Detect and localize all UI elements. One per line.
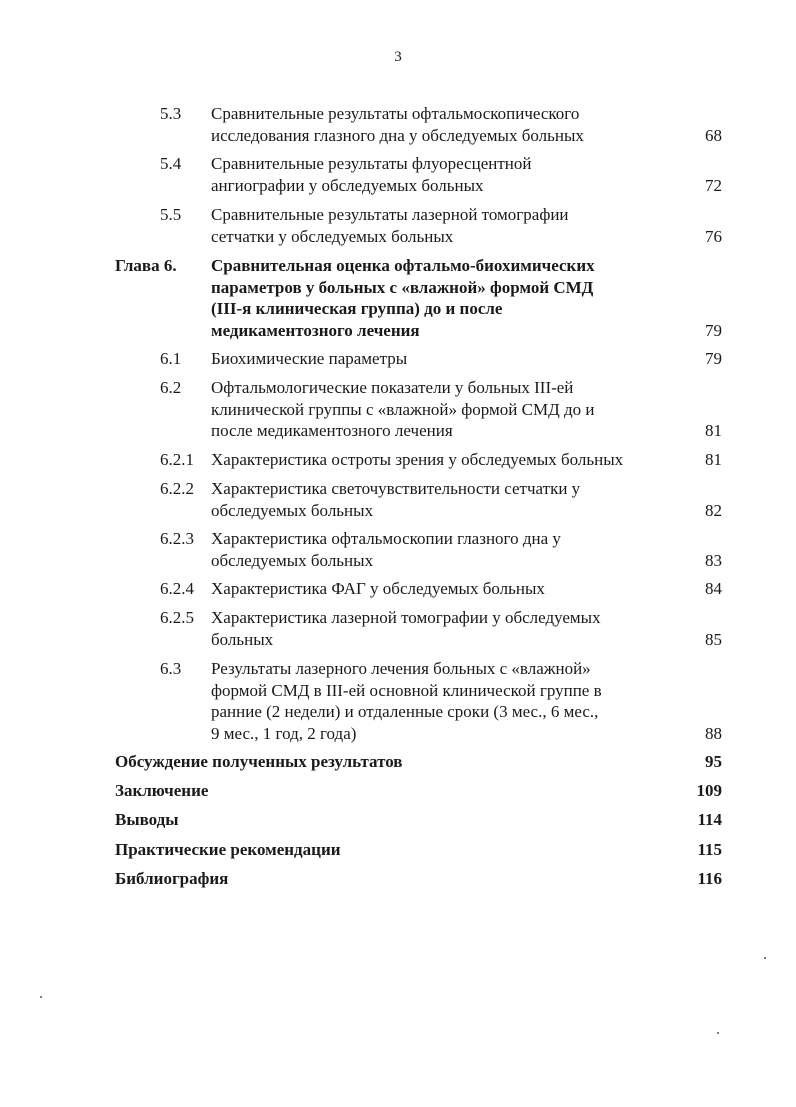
section-page: 79 (705, 349, 722, 368)
section-number: 6.2.2 (160, 479, 194, 498)
section-page: 68 (705, 125, 722, 145)
section-page: 83 (705, 550, 722, 570)
main-section-page: 115 (697, 840, 722, 859)
section-number: 6.2.4 (160, 579, 194, 598)
section-title: Биохимические параметры (211, 349, 408, 368)
section-title: Характеристика светочувствительности сетчатки у обследуемых больных (211, 479, 581, 520)
section-number: 5.4 (160, 154, 182, 173)
main-section-title: Обсуждение полученных результатов (115, 752, 403, 771)
section-title: Характеристика ФАГ у обследуемых больных (211, 579, 545, 598)
page-number: 3 (394, 49, 402, 65)
section-number: 6.2.3 (160, 529, 194, 548)
scan-speck (764, 957, 766, 959)
section-page: 81 (705, 421, 722, 440)
section-number: 6.3 (160, 659, 182, 678)
section-title: Характеристика лазерной томографии у обследуемых больных (211, 608, 601, 649)
section-title: Характеристика остроты зрения у обследуемых больных (211, 450, 624, 469)
main-section-title: Практические рекомендации (115, 840, 341, 859)
section-title: Офтальмологические показатели у больных III-ей клинической группы с «влажной» формой СМД до и после медикаментозного лечения (211, 378, 595, 440)
chapter-page: 79 (705, 320, 722, 340)
section-title: Сравнительные результаты лазерной томографии сетчатки у обследуемых больных (211, 205, 569, 246)
section-title: Результаты лазерного лечения больных с «влажной» формой СМД в III-ей основной клинической группе в ранние (2 недели) и отдаленные сроки (3 мес., 6 мес., 9 мес., 1 год, 2 года) (211, 659, 602, 743)
section-number: 6.2.5 (160, 608, 194, 627)
section-page: 85 (705, 629, 722, 649)
main-section-page: 109 (696, 781, 722, 800)
section-page: 81 (705, 450, 722, 469)
scan-speck (717, 1032, 719, 1034)
section-page: 82 (705, 500, 722, 520)
main-section-page: 116 (697, 869, 722, 888)
section-number: 6.2 (160, 378, 182, 397)
section-page: 76 (705, 226, 722, 246)
section-number: 6.2.1 (160, 450, 194, 469)
main-section-title: Библиография (115, 869, 229, 888)
chapter-number: Глава 6. (115, 256, 177, 275)
chapter-title: Сравнительная оценка офтальмо-биохимических параметров у больных с «влажной» формой СМД (III-я клиническая группа) до и после медикаментозного лечения (211, 256, 595, 340)
section-page: 72 (705, 175, 722, 195)
scan-speck (40, 996, 42, 998)
section-page: 88 (705, 723, 722, 743)
main-section-page: 95 (705, 752, 722, 771)
section-page: 84 (705, 579, 722, 598)
main-section-page: 114 (697, 810, 722, 829)
section-title: Сравнительные результаты флуоресцентной ангиографии у обследуемых больных (211, 154, 532, 195)
section-number: 6.1 (160, 349, 182, 368)
section-title: Характеристика офтальмоскопии глазного дна у обследуемых больных (211, 529, 561, 570)
main-section-title: Выводы (115, 810, 179, 829)
section-title: Сравнительные результаты офтальмоскопического исследования глазного дна у обследуемых больных (211, 104, 584, 145)
main-section-title: Заключение (115, 781, 209, 800)
section-number: 5.5 (160, 205, 182, 224)
section-number: 5.3 (160, 104, 182, 123)
